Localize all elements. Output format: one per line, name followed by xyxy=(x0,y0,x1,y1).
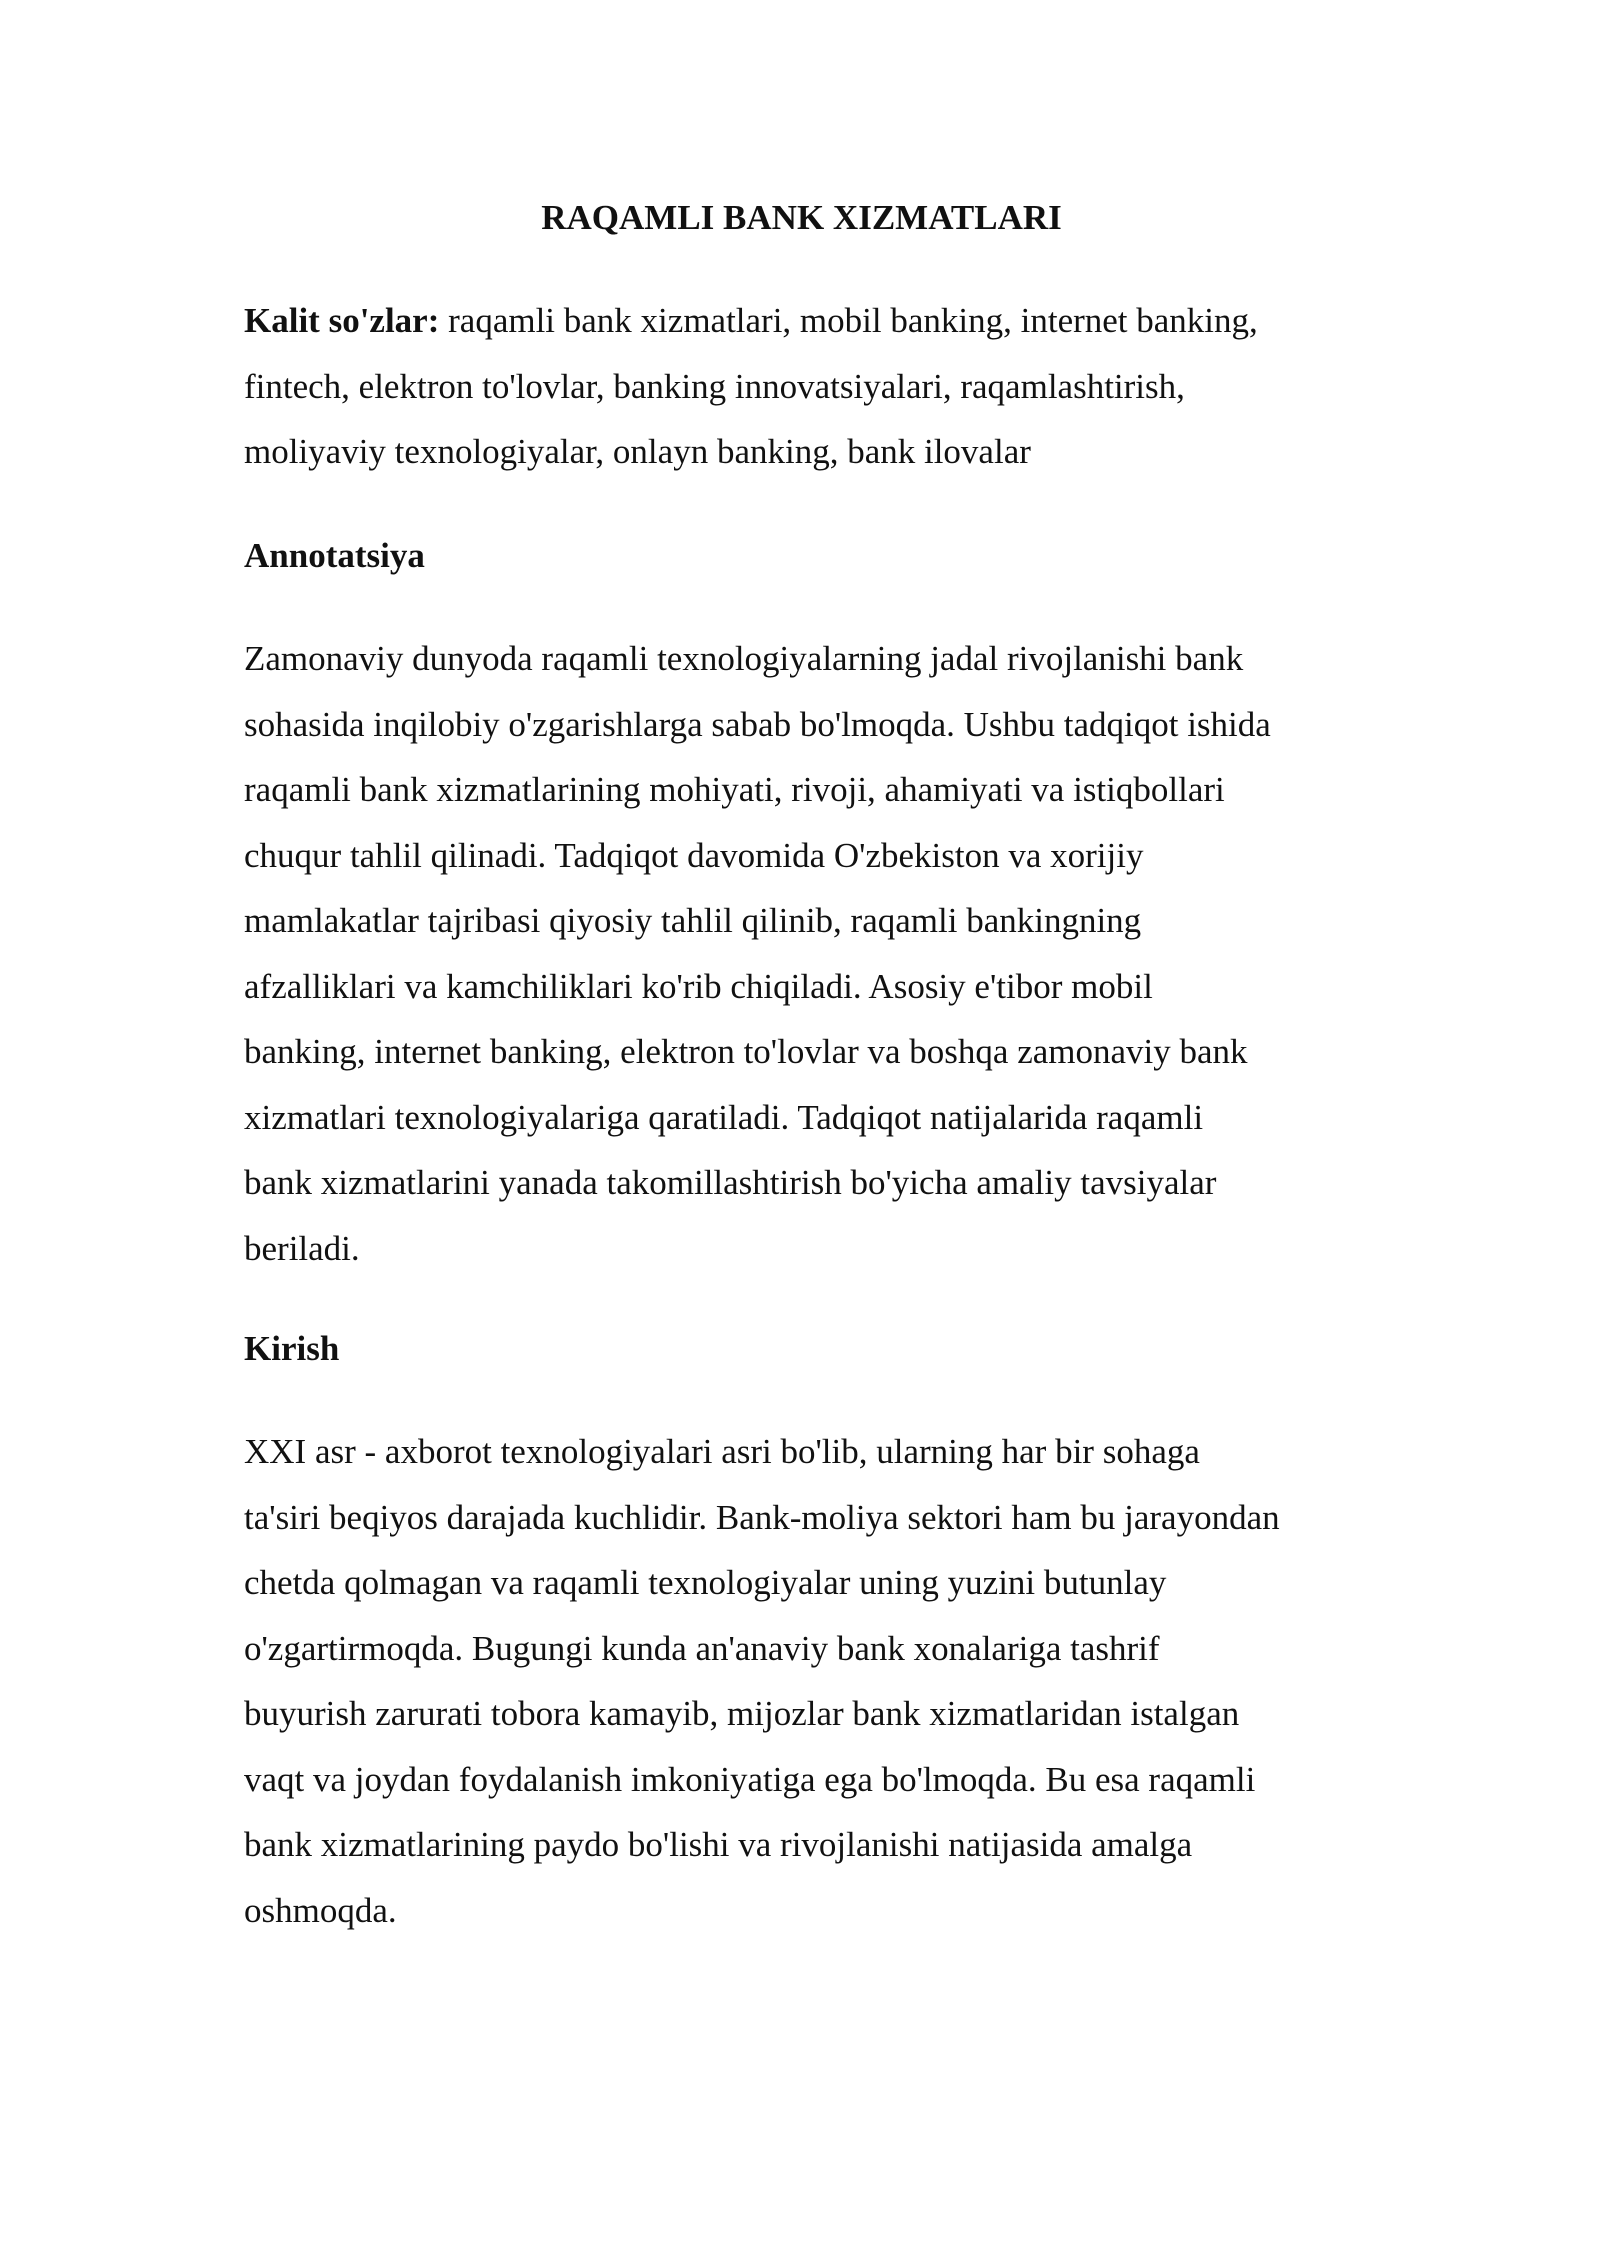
paragraph-line: xizmatlari texnologiyalariga qaratiladi. Tadqiqot natijalarida raqamli xyxy=(244,1097,1204,1137)
paragraph-line: chuqur tahlil qilinadi. Tadqiqot davomida O'zbekiston va xorijiy xyxy=(244,835,1144,875)
paragraph-line: ta'siri beqiyos darajada kuchlidir. Bank-moliya sektori ham bu jarayondan xyxy=(244,1497,1280,1537)
keywords-line: fintech, elektron to'lovlar, banking innovatsiyalari, raqamlashtirish, xyxy=(244,366,1185,406)
paragraph-line: beriladi. xyxy=(244,1228,360,1268)
keywords-label: Kalit so'zlar: xyxy=(244,301,440,340)
paragraph-line: sohasida inqilobiy o'zgarishlarga sabab bo'lmoqda. Ushbu tadqiqot ishida xyxy=(244,704,1271,744)
paragraph-line: afzalliklari va kamchiliklari ko'rib chiqiladi. Asosiy e'tibor mobil xyxy=(244,966,1153,1006)
section-heading-kirish: Kirish xyxy=(244,1329,340,1368)
paragraph-line: mamlakatlar tajribasi qiyosiy tahlil qilinib, raqamli bankingning xyxy=(244,901,1142,940)
paragraph-line: oshmoqda. xyxy=(244,1890,397,1930)
keywords-paragraph xyxy=(244,288,1364,485)
paragraph-line: XXI asr - axborot texnologiyalari asri bo'lib, ularning har bir sohaga xyxy=(244,1432,1200,1471)
keywords-line: moliyaviy texnologiyalar, onlayn banking, bank ilovalar xyxy=(244,432,1031,471)
paragraph-line: bank xizmatlarini yanada takomillashtirish bo'yicha amaliy tavsiyalar xyxy=(244,1163,1217,1202)
paragraph-line: banking, internet banking, elektron to'lovlar va boshqa zamonaviy bank xyxy=(244,1032,1248,1071)
annotation-paragraph xyxy=(244,626,1364,1281)
paragraph-line: Zamonaviy dunyoda raqamli texnologiyalarning jadal rivojlanishi bank xyxy=(244,639,1244,678)
paragraph-line: vaqt va joydan foydalanish imkoniyatiga ega bo'lmoqda. Bu esa raqamli xyxy=(244,1759,1256,1799)
document-title: RAQAMLI BANK XIZMATLARI xyxy=(541,198,1062,237)
introduction-paragraph xyxy=(244,1419,1364,1943)
section-heading-annotatsiya: Annotatsiya xyxy=(244,536,425,575)
paragraph-line: bank xizmatlarining paydo bo'lishi va rivojlanishi natijasida amalga xyxy=(244,1825,1193,1864)
paragraph-line: buyurish zarurati tobora kamayib, mijozlar bank xizmatlaridan istalgan xyxy=(244,1694,1240,1733)
paragraph-line: raqamli bank xizmatlarining mohiyati, rivoji, ahamiyati va istiqbollari xyxy=(244,770,1225,809)
keywords-line xyxy=(244,288,1364,354)
paragraph-line: chetda qolmagan va raqamli texnologiyalar uning yuzini butunlay xyxy=(244,1563,1167,1602)
keywords-text: raqamli bank xizmatlari, mobil banking, internet banking, xyxy=(439,301,1258,340)
paragraph-line: o'zgartirmoqda. Bugungi kunda an'anaviy bank xonalariga tashrif xyxy=(244,1628,1160,1668)
